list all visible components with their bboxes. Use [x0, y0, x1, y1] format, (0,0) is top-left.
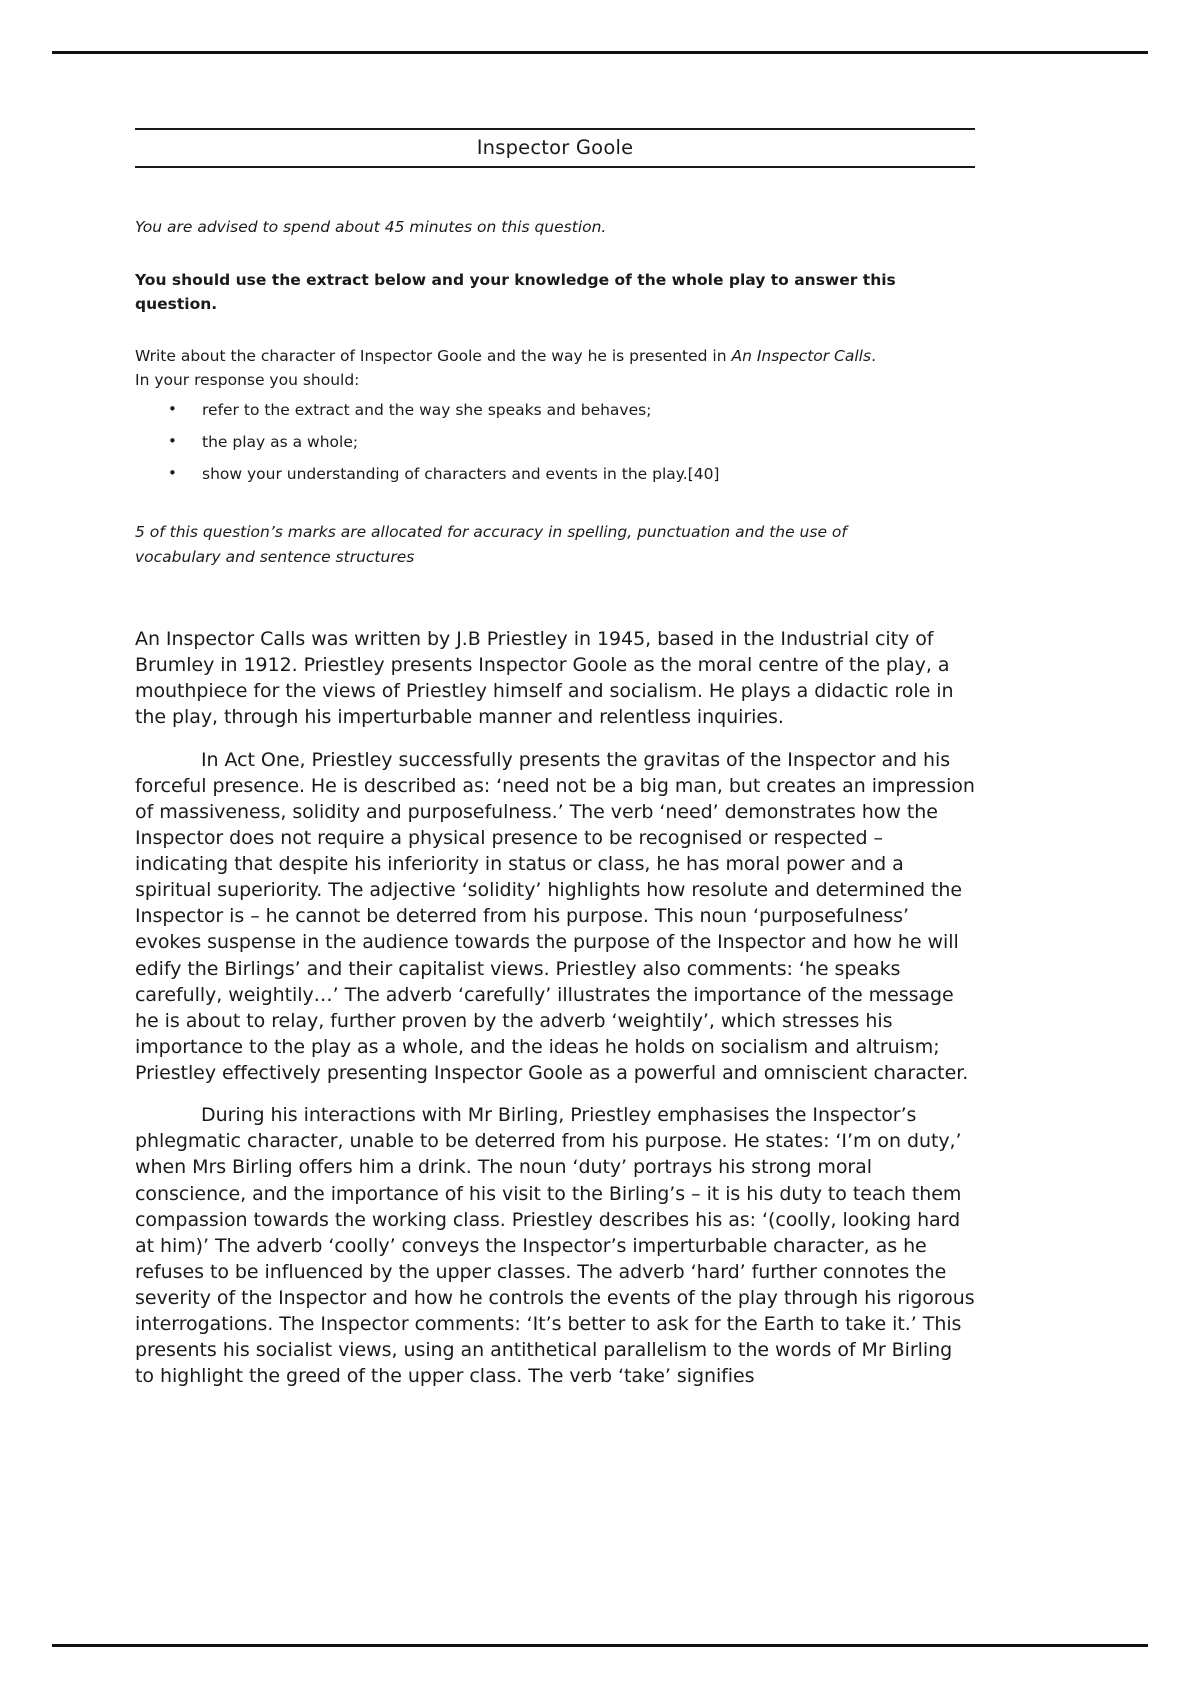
list-item	[135, 458, 975, 490]
question-instructions	[135, 216, 975, 570]
task-statement	[135, 344, 975, 392]
list-item	[135, 394, 975, 426]
bullet-text: refer to the extract and the way she speaks and behaves;	[202, 400, 652, 419]
list-item	[135, 426, 975, 458]
timing-advice-text: You are advised to spend about 45 minutes on this question.	[135, 218, 607, 236]
bullet-text: the play as a whole;	[202, 432, 359, 451]
response-lead-in: In your response you should:	[135, 370, 360, 389]
extract-instruction-text: You should use the extract below and your knowledge of the whole play to answer this question.	[135, 271, 896, 313]
play-title-italic: An Inspector Calls	[731, 346, 872, 365]
bullet-text: show your understanding of characters and events in the play.[40]	[202, 464, 720, 483]
essay-body	[135, 626, 975, 1390]
essay-paragraph: An Inspector Calls was written by J.B Priestley in 1945, based in the Industrial city of Brumley in 1912. Priestley presents Inspector Goole as the moral centre of the play, a mouthpiece for the views of Priestley himself and socialism. He plays a didactic role in the play, through his imperturbable manner and relentless inquiries.	[135, 628, 954, 729]
page-content	[135, 128, 975, 1406]
page-title: Inspector Goole	[476, 136, 634, 159]
task-statement-prefix: Write about the character of Inspector Goole and the way he is presented in	[135, 346, 732, 365]
task-statement-suffix: .	[871, 346, 876, 365]
bullet-icon: •	[168, 399, 177, 418]
bullet-icon: •	[168, 431, 177, 450]
marks-allocation-note: 5 of this question’s marks are allocated for accuracy in spelling, punctuation and the use of vocabulary and sentence structures	[135, 522, 847, 566]
question-title-block	[135, 128, 975, 168]
bullet-icon: •	[168, 463, 177, 482]
essay-paragraph: During his interactions with Mr Birling, Priestley emphasises the Inspector’s phlegmatic character, unable to be deterred from his purpose. He states: ‘I’m on duty,’ when Mrs Birling offers him a drink. The noun ‘duty’ portrays his strong moral conscience, and the importance of his visit to the Birling’s – it is his duty to teach them compassion towards the working class. Priestley describes his as: ‘(coolly, looking hard at him)’ The adverb ‘coolly’ conveys the Inspector’s imperturbable character, as he refuses to be influenced by the upper classes. The adverb ‘hard’ further connotes the severity of the Inspector and how he controls the events of the play through his rigorous interrogations. The Inspector comments: ‘It’s better to ask for the Earth to take it.’ This presents his socialist views, using an antithetical parallelism to the words of Mr Birling to highlight the greed of the upper class. The verb ‘take’ signifies	[135, 1104, 975, 1388]
question-bullet-list	[135, 394, 975, 490]
page-bottom-rule	[52, 1644, 1148, 1647]
essay-paragraph: In Act One, Priestley successfully presents the gravitas of the Inspector and his forceful presence. He is described as: ‘need not be a big man, but creates an impression of massiveness, solidity and purposefulness.’ The verb ‘need’ demonstrates how the Inspector does not require a physical presence to be recognised or respected – indicating that despite his inferiority in status or class, he has moral power and a spiritual superiority. The adjective ‘solidity’ highlights how resolute and determined the Inspector is – he cannot be deterred from his purpose. This noun ‘purposefulness’ evokes suspense in the audience towards the purpose of the Inspector and how he will edify the Birlings’ and their capitalist views. Priestley also comments: ‘he speaks carefully, weightily…’ The adverb ‘carefully’ illustrates the importance of the message he is about to relay, further proven by the adverb ‘weightily’, which stresses his importance to the play as a whole, and the ideas he holds on socialism and altruism; Priestley effectively presenting Inspector Goole as a powerful and omniscient character.	[135, 748, 975, 1085]
page-top-rule	[52, 51, 1148, 54]
